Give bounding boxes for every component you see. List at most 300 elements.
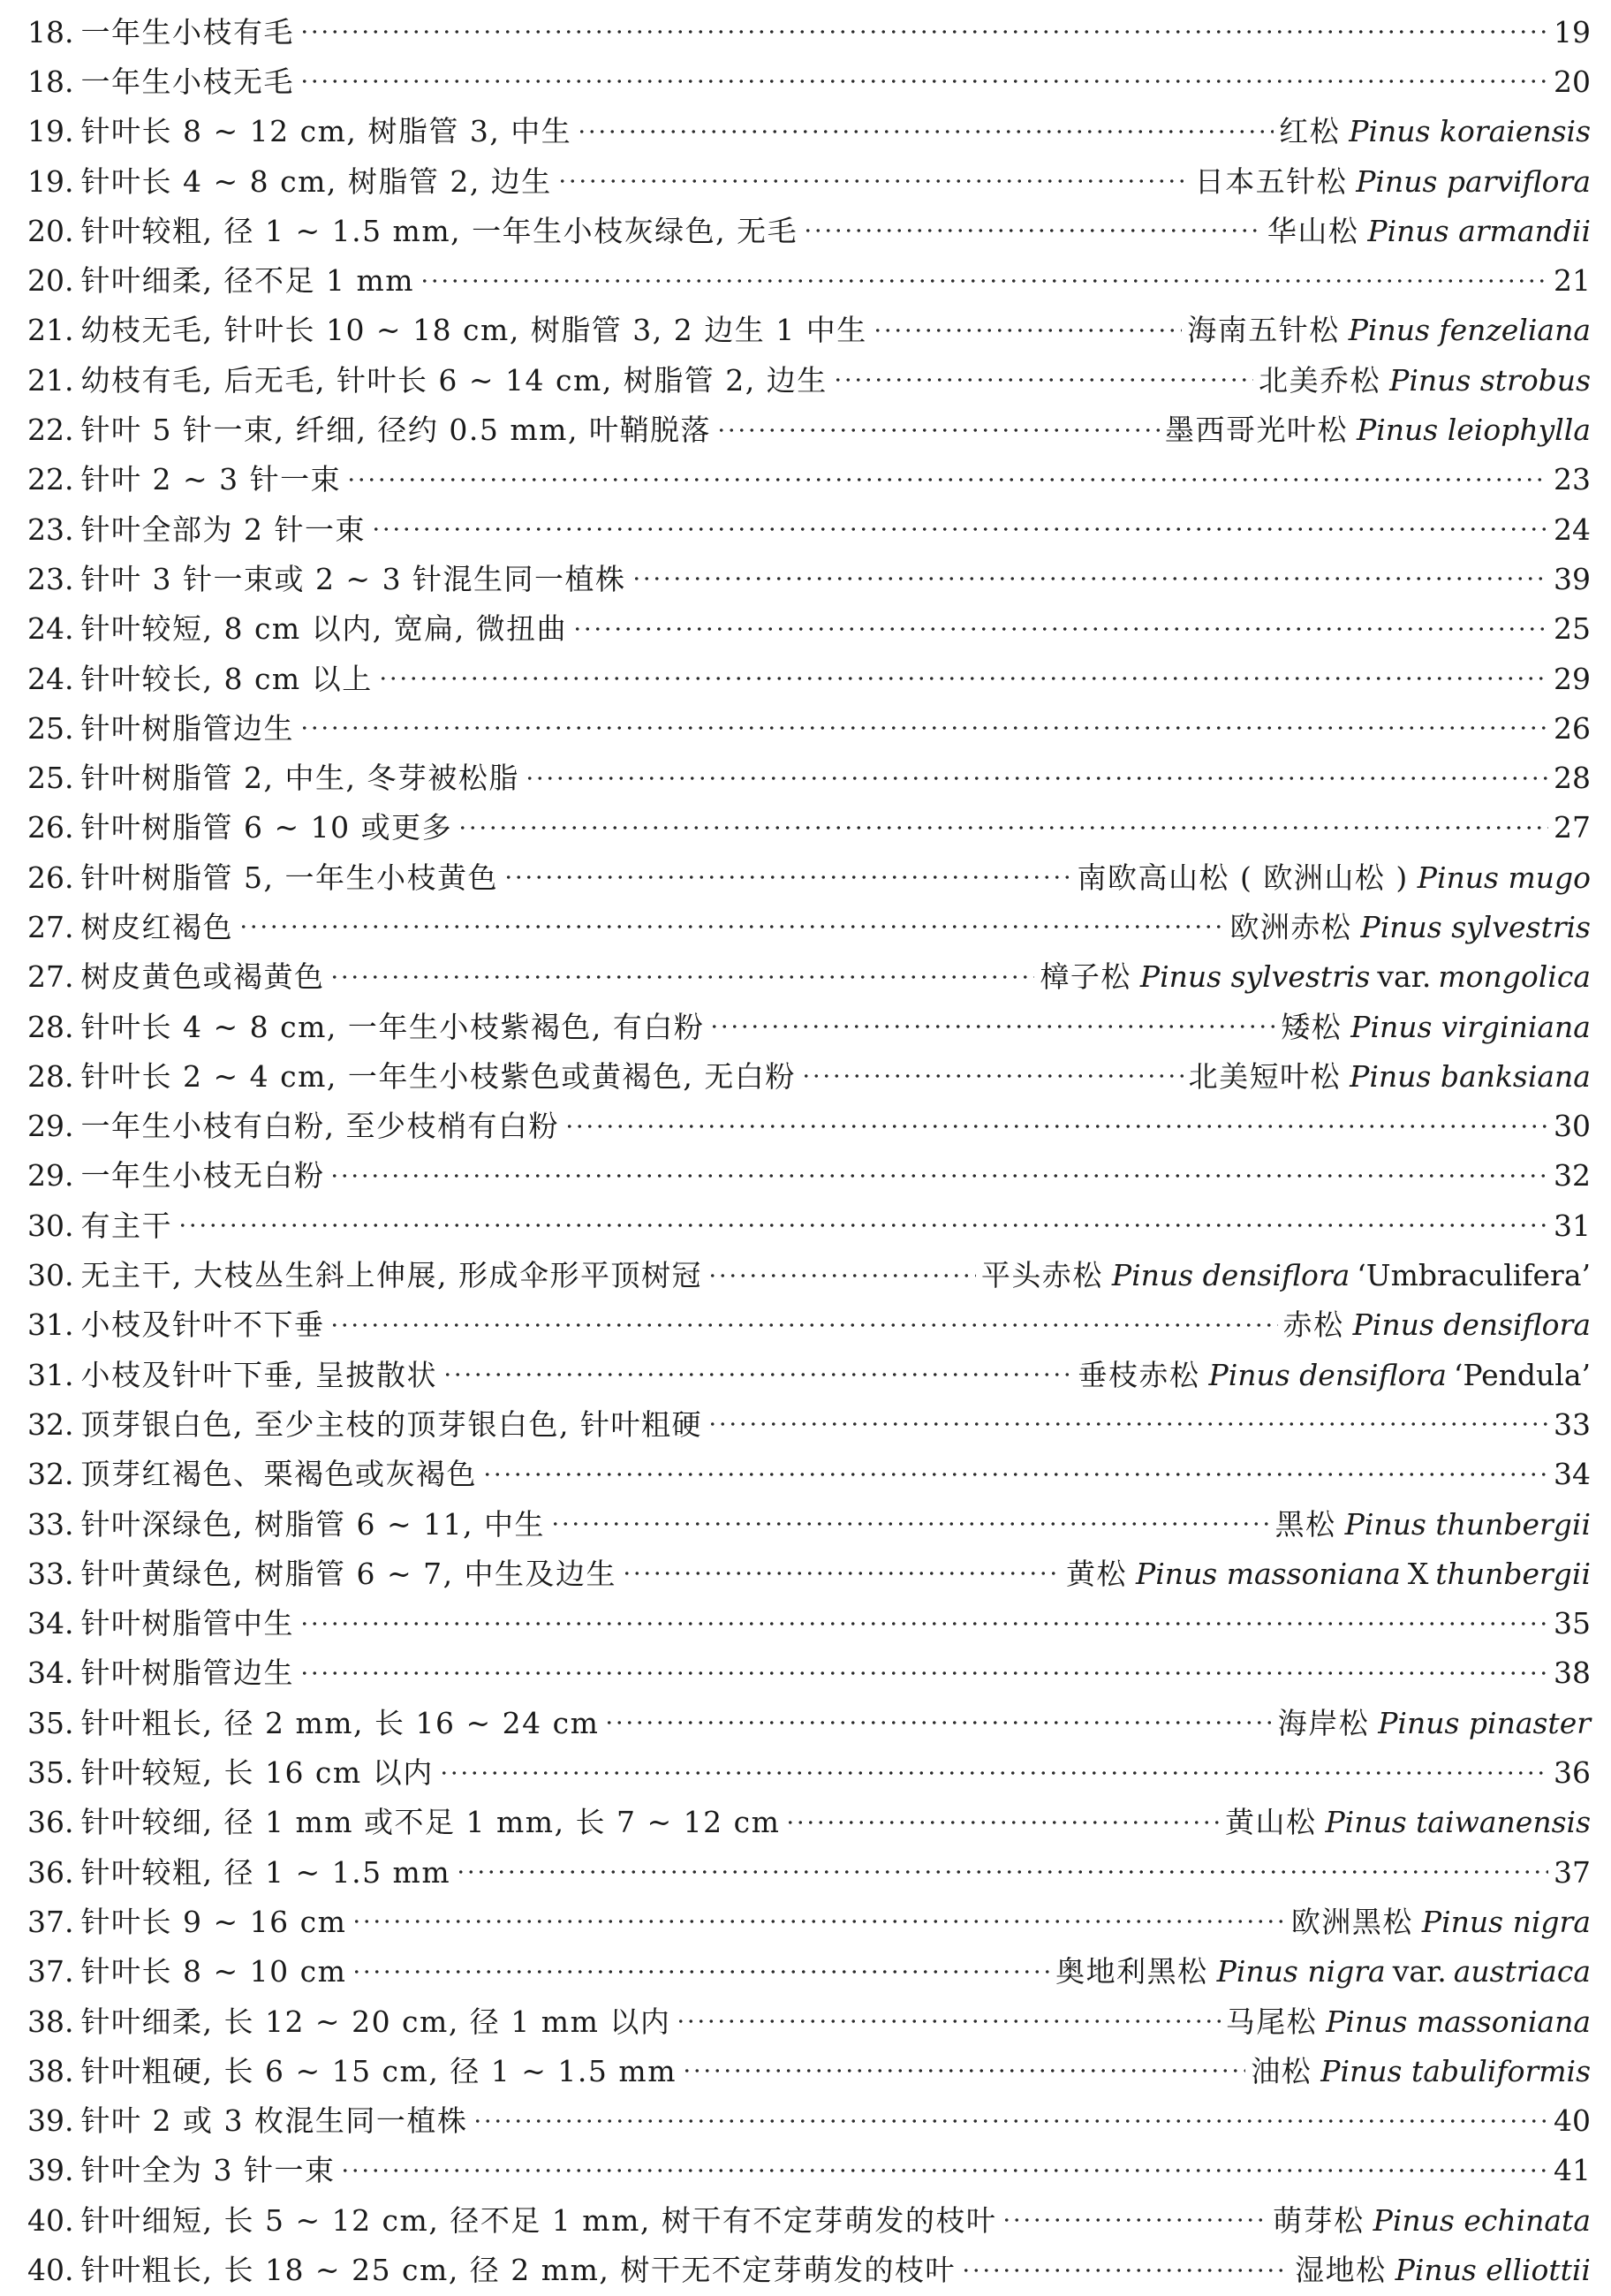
next-couplet-number: 35 <box>1554 1606 1591 1641</box>
couplet-number: 37. <box>27 1904 74 1939</box>
species-scientific-name: Pinus taiwanensis <box>1325 1805 1591 1840</box>
couplet-description: 针叶粗硬, 长 6 ~ 15 cm, 径 1 ~ 1.5 mm <box>80 2053 677 2088</box>
couplet-description: 树皮红褐色 <box>80 909 233 944</box>
couplet-number: 40. <box>27 2202 74 2238</box>
key-entry <box>27 1499 1591 1549</box>
couplet-number: 22. <box>27 462 74 497</box>
key-entry <box>27 852 1591 902</box>
couplet-result <box>1229 909 1591 944</box>
couplet-number: 18. <box>27 14 74 49</box>
couplet-result <box>1279 114 1591 149</box>
couplet-description: 针叶 2 或 3 枚混生同一植株 <box>80 2103 468 2139</box>
couplet-description: 针叶长 4 ~ 8 cm, 一年生小枝紫褐色, 有白粉 <box>80 1009 705 1044</box>
key-entry <box>27 2095 1591 2145</box>
species-epithet: thunbergii <box>1435 1556 1591 1591</box>
leader-dots <box>833 366 1253 395</box>
couplet-result <box>1281 1009 1591 1044</box>
leader-dots <box>525 763 1548 792</box>
couplet-description: 针叶较长, 8 cm 以上 <box>80 661 373 696</box>
key-entry <box>27 1250 1591 1300</box>
couplet-description: 顶芽红褐色、栗褐色或灰褐色 <box>80 1457 477 1492</box>
couplet-description: 针叶树脂管中生 <box>80 1606 294 1641</box>
species-chinese-name: 湿地松 <box>1295 2253 1387 2287</box>
couplet-number: 38. <box>27 2004 74 2039</box>
key-entry <box>27 1450 1591 1499</box>
key-entry <box>27 1648 1591 1698</box>
couplet-result <box>1554 761 1591 796</box>
species-scientific-name: Pinus densiflora <box>1111 1258 1350 1293</box>
species-chinese-name: 萌芽松 <box>1273 2202 1365 2238</box>
next-couplet-number: 30 <box>1554 1109 1591 1144</box>
leader-dots <box>352 1957 1050 1986</box>
key-entry <box>27 1747 1591 1797</box>
species-scientific-name: Pinus elliottii <box>1395 2253 1591 2287</box>
couplet-description: 树皮黄色或褐黄色 <box>80 959 325 995</box>
couplet-result <box>1188 1058 1591 1094</box>
couplet-result <box>1554 1854 1591 1890</box>
couplet-description: 针叶粗长, 长 18 ~ 25 cm, 径 2 mm, 树干无不定芽萌发的枝叶 <box>80 2253 956 2287</box>
couplet-number: 34. <box>27 1656 74 1691</box>
couplet-description: 有主干 <box>80 1208 172 1243</box>
couplet-description: 针叶长 2 ~ 4 cm, 一年生小枝紫色或黄褐色, 无白粉 <box>80 1058 796 1094</box>
leader-dots <box>709 1012 1275 1042</box>
key-entry <box>27 2245 1591 2294</box>
couplet-description: 针叶黄绿色, 树脂管 6 ~ 7, 中生及边生 <box>80 1556 617 1591</box>
leader-dots <box>572 614 1548 643</box>
leader-dots <box>682 2057 1245 2086</box>
species-chinese-name: 欧洲赤松 <box>1229 909 1352 944</box>
species-scientific-name: Pinus banksiana <box>1350 1058 1591 1094</box>
leader-dots <box>604 1709 1272 1738</box>
couplet-number: 35. <box>27 1705 74 1740</box>
next-couplet-number: 32 <box>1554 1158 1591 1193</box>
couplet-number: 33. <box>27 1556 74 1591</box>
next-couplet-number: 29 <box>1554 661 1591 696</box>
species-chinese-name: 赤松 <box>1282 1307 1344 1343</box>
couplet-number: 23. <box>27 561 74 596</box>
key-entry <box>27 1698 1591 1747</box>
couplet-description: 针叶粗长, 径 2 mm, 长 16 ~ 24 cm <box>80 1705 600 1740</box>
couplet-number: 20. <box>27 213 74 248</box>
couplet-number: 30. <box>27 1208 74 1243</box>
couplet-result <box>1267 213 1591 248</box>
species-chinese-name: 黄山松 <box>1224 1805 1317 1840</box>
couplet-result <box>1554 14 1591 49</box>
key-entry <box>27 306 1591 355</box>
next-couplet-number: 24 <box>1554 511 1591 547</box>
couplet-result <box>1554 511 1591 547</box>
species-chinese-name: 黄松 <box>1066 1556 1127 1591</box>
couplet-description: 针叶较短, 8 cm 以内, 宽扁, 微扭曲 <box>80 611 568 647</box>
couplet-result <box>1055 1954 1591 1989</box>
leader-dots <box>299 18 1548 47</box>
key-entry <box>27 57 1591 106</box>
key-entry <box>27 1102 1591 1151</box>
key-entry <box>27 1847 1591 1897</box>
leader-dots <box>577 117 1274 146</box>
couplet-description: 针叶全为 3 针一束 <box>80 2153 336 2188</box>
leader-dots <box>482 1459 1548 1489</box>
identification-key <box>27 7 1591 2295</box>
key-entry <box>27 1051 1591 1101</box>
key-entry <box>27 1201 1591 1250</box>
next-couplet-number: 19 <box>1554 14 1591 49</box>
couplet-result <box>1554 661 1591 696</box>
couplet-number: 31. <box>27 1307 74 1343</box>
couplet-number: 22. <box>27 413 74 448</box>
couplet-result <box>1259 362 1591 398</box>
couplet-result <box>1554 462 1591 497</box>
species-chinese-name: 垂枝赤松 <box>1078 1357 1200 1392</box>
couplet-number: 34. <box>27 1606 74 1641</box>
species-chinese-name: 日本五针松 <box>1194 163 1348 199</box>
key-entry <box>27 753 1591 802</box>
leader-dots <box>439 1758 1548 1787</box>
couplet-result <box>1187 313 1591 348</box>
next-couplet-number: 23 <box>1554 462 1591 497</box>
couplet-number: 28. <box>27 1058 74 1094</box>
key-entry <box>27 455 1591 504</box>
leader-dots <box>420 266 1548 295</box>
next-couplet-number: 38 <box>1554 1656 1591 1691</box>
leader-dots <box>299 67 1548 96</box>
species-scientific-name: Pinus armandii <box>1367 213 1591 248</box>
species-chinese-name: 华山松 <box>1267 213 1359 248</box>
leader-dots <box>632 565 1548 594</box>
species-scientific-name: Pinus sylvestris <box>1139 959 1371 995</box>
name-qualifier: var. <box>1392 1954 1447 1989</box>
key-entry <box>27 206 1591 255</box>
couplet-description: 针叶长 8 ~ 10 cm <box>80 1954 347 1989</box>
couplet-number: 19. <box>27 114 74 149</box>
key-entry <box>27 604 1591 654</box>
key-entry <box>27 1151 1591 1201</box>
species-chinese-name: 欧洲黑松 <box>1290 1904 1413 1939</box>
couplet-result <box>1066 1556 1591 1591</box>
species-chinese-name: 矮松 <box>1281 1009 1342 1044</box>
key-entry <box>27 1002 1591 1051</box>
next-couplet-number: 21 <box>1554 263 1591 299</box>
leader-dots <box>473 2106 1548 2135</box>
couplet-number: 30. <box>27 1258 74 1293</box>
couplet-description: 针叶细短, 长 5 ~ 12 cm, 径不足 1 mm, 树干有不定芽萌发的枝叶 <box>80 2202 997 2238</box>
couplet-number: 37. <box>27 1954 74 1989</box>
key-entry <box>27 255 1591 305</box>
couplet-number: 18. <box>27 64 74 99</box>
couplet-description: 针叶较粗, 径 1 ~ 1.5 mm <box>80 1854 451 1890</box>
leader-dots <box>503 863 1072 892</box>
couplet-result <box>1277 1705 1591 1740</box>
key-entry <box>27 1549 1591 1598</box>
species-scientific-name: Pinus sylvestris <box>1360 909 1591 944</box>
species-epithet: austriaca <box>1453 1954 1591 1989</box>
key-entry <box>27 107 1591 156</box>
key-entry <box>27 1300 1591 1350</box>
key-entry <box>27 7 1591 57</box>
couplet-description: 针叶较粗, 径 1 ~ 1.5 mm, 一年生小枝灰绿色, 无毛 <box>80 213 798 248</box>
name-qualifier: ‘Pendula’ <box>1453 1357 1591 1392</box>
next-couplet-number: 20 <box>1554 64 1591 99</box>
species-scientific-name: Pinus nigra <box>1216 1954 1386 1989</box>
couplet-description: 幼枝有毛, 后无毛, 针叶长 6 ~ 14 cm, 树脂管 2, 边生 <box>80 362 828 398</box>
couplet-result <box>1274 1506 1591 1542</box>
leader-dots <box>340 2156 1548 2185</box>
couplet-number: 36. <box>27 1805 74 1840</box>
leader-dots <box>346 465 1548 494</box>
couplet-description: 针叶树脂管边生 <box>80 710 294 746</box>
couplet-description: 小枝及针叶不下垂 <box>80 1307 325 1343</box>
couplet-number: 25. <box>27 710 74 746</box>
leader-dots <box>801 1062 1184 1091</box>
couplet-result <box>1225 2004 1591 2039</box>
species-scientific-name: Pinus densiflora <box>1208 1357 1447 1392</box>
leader-dots <box>456 1858 1548 1887</box>
species-scientific-name: Pinus strobus <box>1389 362 1591 398</box>
leader-dots <box>803 216 1262 246</box>
couplet-result <box>1554 1208 1591 1243</box>
couplet-result <box>1290 1904 1591 1939</box>
couplet-result <box>1282 1307 1591 1343</box>
leader-dots <box>785 1807 1220 1837</box>
couplet-description: 针叶树脂管 5, 一年生小枝黄色 <box>80 860 498 895</box>
leader-dots <box>676 2007 1220 2036</box>
couplet-result <box>1554 1755 1591 1791</box>
species-scientific-name: Pinus leiophylla <box>1357 413 1591 448</box>
species-scientific-name: Pinus mugo <box>1417 860 1591 895</box>
species-scientific-name: Pinus echinata <box>1373 2202 1591 2238</box>
species-chinese-name: 红松 <box>1279 114 1341 149</box>
couplet-number: 28. <box>27 1009 74 1044</box>
key-entry <box>27 1798 1591 1847</box>
key-entry <box>27 1897 1591 1946</box>
leader-dots <box>299 1609 1548 1638</box>
key-entry <box>27 2146 1591 2195</box>
key-entry <box>27 355 1591 405</box>
leader-dots <box>178 1211 1548 1240</box>
key-entry <box>27 1599 1591 1648</box>
couplet-result <box>1077 860 1591 895</box>
couplet-description: 一年生小枝无毛 <box>80 64 294 99</box>
couplet-number: 40. <box>27 2253 74 2287</box>
couplet-result <box>1554 1457 1591 1492</box>
next-couplet-number: 39 <box>1554 561 1591 596</box>
leader-dots <box>329 1310 1277 1339</box>
couplet-result <box>1554 710 1591 746</box>
leader-dots <box>352 1907 1286 1936</box>
key-entry <box>27 952 1591 1002</box>
leader-dots <box>329 962 1034 991</box>
couplet-number: 38. <box>27 2053 74 2088</box>
couplet-description: 一年生小枝有毛 <box>80 14 294 49</box>
couplet-description: 针叶树脂管 2, 中生, 冬芽被松脂 <box>80 761 519 796</box>
next-couplet-number: 28 <box>1554 761 1591 796</box>
species-chinese-name: 黑松 <box>1274 1506 1336 1542</box>
couplet-number: 33. <box>27 1506 74 1542</box>
couplet-description: 针叶 3 针一束或 2 ~ 3 针混生同一植株 <box>80 561 626 596</box>
leader-dots <box>442 1360 1073 1390</box>
couplet-result <box>1554 2103 1591 2139</box>
couplet-description: 针叶 2 ~ 3 针一束 <box>80 462 342 497</box>
next-couplet-number: 26 <box>1554 710 1591 746</box>
couplet-description: 一年生小枝有白粉, 至少枝梢有白粉 <box>80 1109 559 1144</box>
couplet-result <box>1554 561 1591 596</box>
couplet-description: 针叶全部为 2 针一束 <box>80 511 366 547</box>
couplet-result <box>1194 163 1591 199</box>
couplet-number: 39. <box>27 2153 74 2188</box>
couplet-description: 针叶较短, 长 16 cm 以内 <box>80 1755 434 1791</box>
couplet-description: 幼枝无毛, 针叶长 10 ~ 18 cm, 树脂管 3, 2 边生 1 中生 <box>80 313 867 348</box>
next-couplet-number: 41 <box>1554 2153 1591 2188</box>
leader-dots <box>622 1559 1061 1588</box>
couplet-description: 针叶树脂管边生 <box>80 1656 294 1691</box>
leader-dots <box>371 515 1548 544</box>
couplet-number: 35. <box>27 1755 74 1791</box>
leader-dots <box>550 1510 1270 1539</box>
species-chinese-name: 马尾松 <box>1225 2004 1318 2039</box>
couplet-result <box>1554 1656 1591 1691</box>
couplet-number: 29. <box>27 1158 74 1193</box>
species-chinese-name: 北美乔松 <box>1259 362 1381 398</box>
couplet-description: 针叶长 9 ~ 16 cm <box>80 1904 347 1939</box>
key-entry <box>27 803 1591 852</box>
couplet-result <box>1554 1158 1591 1193</box>
next-couplet-number: 37 <box>1554 1854 1591 1890</box>
species-chinese-name: 海南五针松 <box>1187 313 1340 348</box>
leader-dots <box>961 2255 1290 2285</box>
couplet-result <box>1554 611 1591 647</box>
key-entry <box>27 156 1591 206</box>
couplet-description: 针叶长 8 ~ 12 cm, 树脂管 3, 中生 <box>80 114 572 149</box>
couplet-description: 一年生小枝无白粉 <box>80 1158 325 1193</box>
couplet-result <box>1165 413 1591 448</box>
key-entry <box>27 554 1591 603</box>
key-entry <box>27 1350 1591 1399</box>
couplet-result <box>1078 1357 1591 1392</box>
next-couplet-number: 27 <box>1554 810 1591 845</box>
couplet-description: 针叶较细, 径 1 mm 或不足 1 mm, 长 7 ~ 12 cm <box>80 1805 781 1840</box>
key-entry <box>27 405 1591 454</box>
species-scientific-name: Pinus koraiensis <box>1349 114 1591 149</box>
couplet-description: 针叶细柔, 长 12 ~ 20 cm, 径 1 mm 以内 <box>80 2004 671 2039</box>
leader-dots <box>329 1161 1548 1190</box>
name-qualifier: var. <box>1377 959 1432 995</box>
couplet-number: 19. <box>27 163 74 199</box>
leader-dots <box>564 1111 1548 1140</box>
key-entry <box>27 504 1591 554</box>
species-scientific-name: Pinus massoniana <box>1136 1556 1401 1591</box>
species-scientific-name: Pinus massoniana <box>1326 2004 1591 2039</box>
couplet-description: 针叶 5 针一束, 纤细, 径约 0.5 mm, 叶鞘脱落 <box>80 413 711 448</box>
couplet-result <box>1295 2255 1591 2285</box>
couplet-number: 29. <box>27 1109 74 1144</box>
key-entry <box>27 1997 1591 2046</box>
couplet-number: 24. <box>27 611 74 647</box>
species-chinese-name: 平头赤松 <box>980 1258 1103 1293</box>
couplet-number: 36. <box>27 1854 74 1890</box>
couplet-result <box>1273 2202 1591 2238</box>
couplet-result <box>1554 64 1591 99</box>
key-entry <box>27 2195 1591 2245</box>
couplet-result <box>1554 263 1591 299</box>
couplet-result <box>1554 1109 1591 1144</box>
next-couplet-number: 40 <box>1554 2103 1591 2139</box>
species-chinese-name: 墨西哥光叶松 <box>1165 413 1348 448</box>
species-chinese-name: 樟子松 <box>1040 959 1131 995</box>
couplet-description: 顶芽银白色, 至少主枝的顶芽银白色, 针叶粗硬 <box>80 1406 702 1442</box>
couplet-number: 26. <box>27 860 74 895</box>
species-chinese-name: 南欧高山松 ( 欧洲山松 ) <box>1077 860 1409 895</box>
next-couplet-number: 33 <box>1554 1406 1591 1442</box>
leader-dots <box>1002 2206 1267 2235</box>
leader-dots <box>557 167 1190 196</box>
couplet-number: 27. <box>27 959 74 995</box>
couplet-number: 21. <box>27 313 74 348</box>
leader-dots <box>707 1261 976 1290</box>
next-couplet-number: 31 <box>1554 1208 1591 1243</box>
species-chinese-name: 奥地利黑松 <box>1055 1954 1208 1989</box>
key-entry <box>27 902 1591 951</box>
next-couplet-number: 25 <box>1554 611 1591 647</box>
key-entry <box>27 703 1591 753</box>
leader-dots <box>299 1658 1548 1687</box>
key-entry <box>27 1399 1591 1449</box>
leader-dots <box>299 714 1548 743</box>
couplet-description: 针叶深绿色, 树脂管 6 ~ 11, 中生 <box>80 1506 546 1542</box>
leader-dots <box>716 415 1160 444</box>
leader-dots <box>873 315 1182 345</box>
leader-dots <box>458 813 1548 842</box>
couplet-number: 24. <box>27 661 74 696</box>
species-scientific-name: Pinus fenzeliana <box>1348 313 1591 348</box>
leader-dots <box>707 1410 1548 1439</box>
species-scientific-name: Pinus virginiana <box>1350 1009 1591 1044</box>
couplet-result <box>1554 810 1591 845</box>
couplet-number: 21. <box>27 362 74 398</box>
couplet-description: 针叶长 4 ~ 8 cm, 树脂管 2, 边生 <box>80 163 552 199</box>
couplet-description: 小枝及针叶下垂, 呈披散状 <box>80 1357 437 1392</box>
species-chinese-name: 海岸松 <box>1277 1705 1370 1740</box>
species-chinese-name: 北美短叶松 <box>1188 1058 1342 1094</box>
species-epithet: mongolica <box>1438 959 1591 995</box>
couplet-result <box>980 1258 1591 1293</box>
leader-dots <box>378 664 1548 693</box>
name-qualifier: ‘Umbraculifera’ <box>1357 1258 1591 1293</box>
key-entry <box>27 2046 1591 2095</box>
couplet-number: 32. <box>27 1406 74 1442</box>
couplet-result <box>1554 1406 1591 1442</box>
species-scientific-name: Pinus tabuliformis <box>1320 2053 1591 2088</box>
couplet-number: 39. <box>27 2103 74 2139</box>
couplet-number: 20. <box>27 263 74 299</box>
couplet-number: 23. <box>27 511 74 547</box>
couplet-result <box>1554 1606 1591 1641</box>
species-scientific-name: Pinus parviflora <box>1356 163 1591 199</box>
leader-dots <box>238 913 1225 942</box>
next-couplet-number: 34 <box>1554 1457 1591 1492</box>
couplet-number: 27. <box>27 909 74 944</box>
key-entry <box>27 654 1591 703</box>
species-chinese-name: 油松 <box>1251 2053 1312 2088</box>
name-qualifier: X <box>1407 1556 1429 1591</box>
species-scientific-name: Pinus pinaster <box>1378 1705 1591 1740</box>
couplet-result <box>1224 1805 1591 1840</box>
couplet-number: 32. <box>27 1457 74 1492</box>
couplet-description: 针叶树脂管 6 ~ 10 或更多 <box>80 810 453 845</box>
species-scientific-name: Pinus thunbergii <box>1344 1506 1591 1542</box>
species-scientific-name: Pinus nigra <box>1421 1904 1591 1939</box>
couplet-number: 31. <box>27 1357 74 1392</box>
couplet-description: 无主干, 大枝丛生斜上伸展, 形成伞形平顶树冠 <box>80 1258 702 1293</box>
